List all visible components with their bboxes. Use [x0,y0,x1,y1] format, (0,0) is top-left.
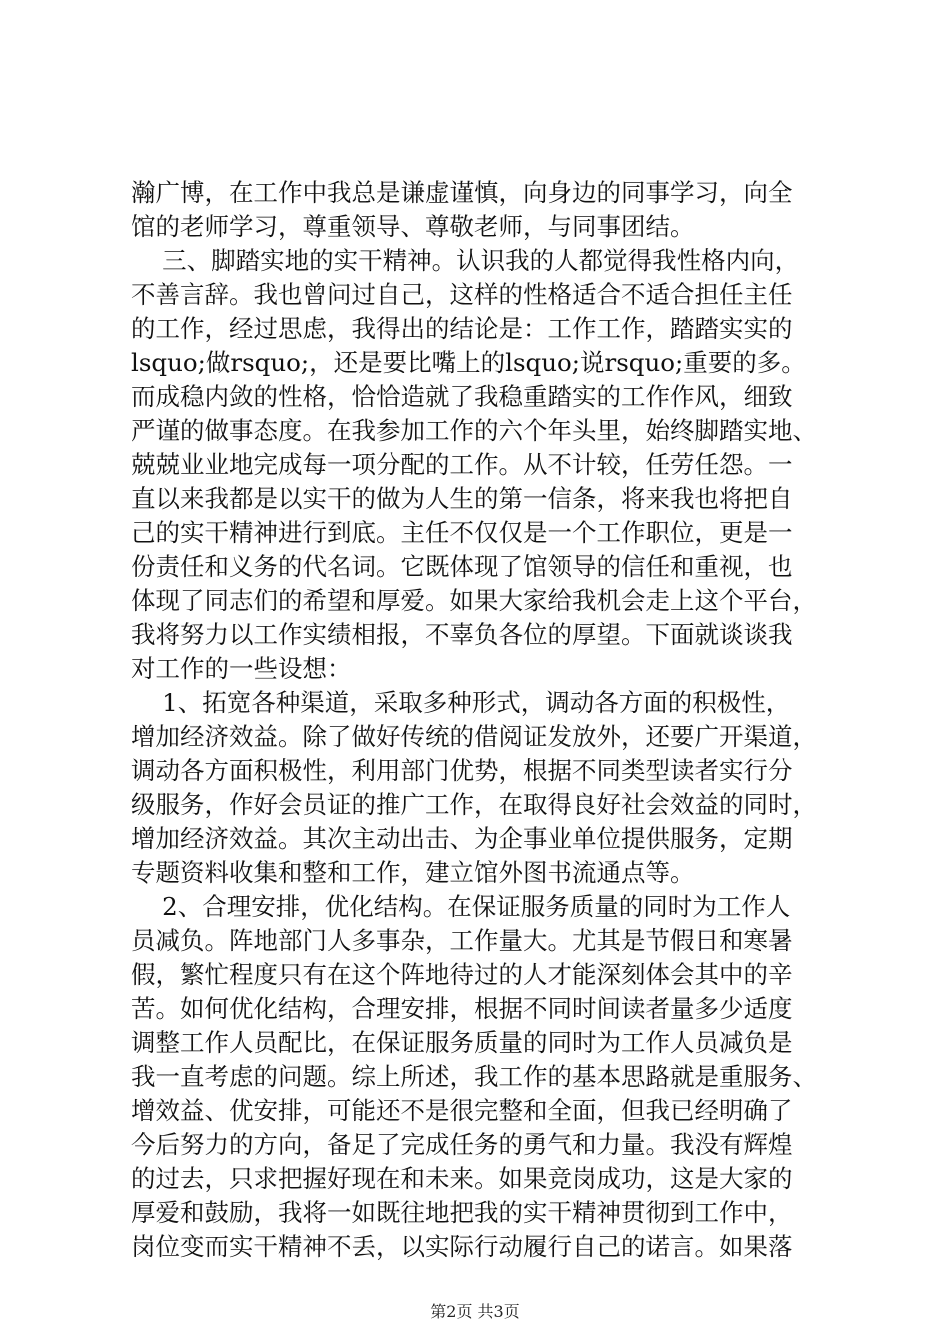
body-text-line: 体现了同志们的希望和厚爱。如果大家给我机会走上这个平台， [131,586,817,615]
body-text-line: 增加经济效益。除了做好传统的借阅证发放外，还要广开渠道， [131,722,817,751]
body-text-line: 今后努力的方向，备足了完成任务的勇气和力量。我没有辉煌 [131,1130,793,1159]
body-text-line: 岗位变而实干精神不丢，以实际行动履行自己的诺言。如果落 [131,1232,793,1261]
body-text-line: 兢兢业业地完成每一项分配的工作。从不计较，任劳任怨。一 [131,450,793,479]
body-text-line: 我一直考虑的问题。综上所述，我工作的基本思路就是重服务、 [131,1062,817,1091]
body-text-line: 调整工作人员配比，在保证服务质量的同时为工作人员减负是 [131,1028,793,1057]
body-text-line: 增效益、优安排，可能还不是很完整和全面，但我已经明确了 [131,1096,793,1125]
body-text-line: 己的实干精神进行到底。主任不仅仅是一个工作职位，更是一 [131,518,793,547]
body-text-line: 的工作，经过思虑，我得出的结论是：工作工作，踏踏实实的 [131,314,793,343]
body-text-line: 我将努力以工作实绩相报，不辜负各位的厚望。下面就谈谈我 [131,620,793,649]
body-text-line: 专题资料收集和整和工作，建立馆外图书流通点等。 [131,858,695,887]
body-text-line: 增加经济效益。其次主动出击、为企事业单位提供服务，定期 [131,824,793,853]
body-text-line: 份责任和义务的代名词。它既体现了馆领导的信任和重视，也 [131,552,793,581]
body-text-line: 假，繁忙程度只有在这个阵地待过的人才能深刻体会其中的辛 [131,960,793,989]
body-text-line: 三、脚踏实地的实干精神。认识我的人都觉得我性格内向， [131,246,800,275]
body-text-line: lsquo;做rsquo;，还是要比嘴上的lsquo;说rsquo;重要的多。 [131,348,806,377]
body-text-line: 的过去，只求把握好现在和未来。如果竞岗成功，这是大家的 [131,1164,793,1193]
body-text-line: 瀚广博，在工作中我总是谦虚谨慎，向身边的同事学习，向全 [131,178,793,207]
body-text-line: 调动各方面积极性，利用部门优势，根据不同类型读者实行分 [131,756,793,785]
body-text-line: 2、合理安排，优化结构。在保证服务质量的同时为工作人 [131,892,791,921]
body-text-line: 级服务，作好会员证的推广工作，在取得良好社会效益的同时， [131,790,817,819]
page-number-footer: 第2页 共3页 [430,1302,520,1321]
body-text-line: 厚爱和鼓励，我将一如既往地把我的实干精神贯彻到工作中， [131,1198,793,1227]
body-text-line: 严谨的做事态度。在我参加工作的六个年头里，始终脚踏实地、 [131,416,817,445]
body-text-line: 馆的老师学习，尊重领导、尊敬老师，与同事团结。 [131,212,695,241]
body-text-line: 而成稳内敛的性格，恰恰造就了我稳重踏实的工作作风，细致 [131,382,793,411]
body-text-line: 直以来我都是以实干的做为人生的第一信条，将来我也将把自 [131,484,793,513]
body-text-line: 1、拓宽各种渠道，采取多种形式，调动各方面的积极性， [131,688,791,717]
body-text-line: 不善言辞。我也曾问过自己，这样的性格适合不适合担任主任 [131,280,793,309]
body-text-line: 对工作的一些设想： [131,654,352,683]
body-text-line: 员减负。阵地部门人多事杂，工作量大。尤其是节假日和寒暑 [131,926,793,955]
body-text-line: 苦。如何优化结构，合理安排，根据不同时间读者量多少适度 [131,994,793,1023]
